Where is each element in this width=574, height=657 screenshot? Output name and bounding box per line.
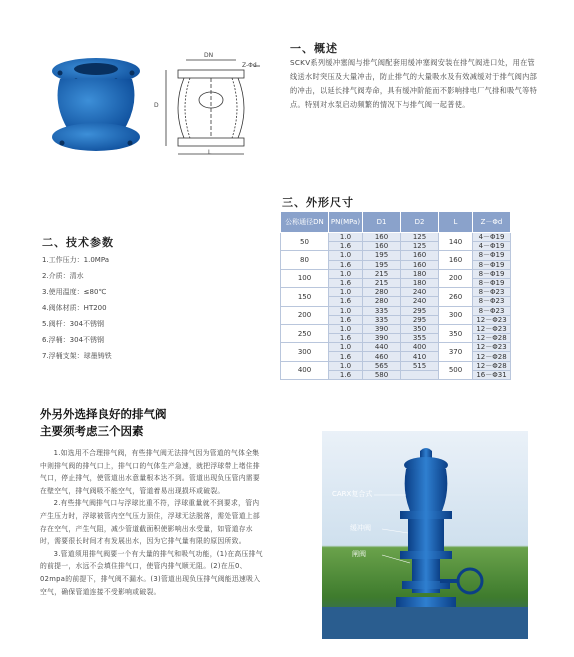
cell-z: 12－Φ28 bbox=[473, 361, 511, 370]
cell-d2: 180 bbox=[401, 278, 439, 287]
tech-item: 6.浮桶：304不锈钢 bbox=[42, 336, 105, 344]
cell-d1: 195 bbox=[363, 260, 401, 269]
cell-d1: 390 bbox=[363, 334, 401, 343]
table-header: PN(MPa) bbox=[329, 212, 363, 233]
cell-d2: 515 bbox=[401, 361, 439, 370]
cell-d1: 460 bbox=[363, 352, 401, 361]
drawing-label-z: Z-Φd bbox=[242, 62, 257, 69]
cell-d1: 160 bbox=[363, 233, 401, 242]
table-row bbox=[281, 324, 511, 333]
cell-d2: 295 bbox=[401, 315, 439, 324]
overview-heading: 一、概述 bbox=[290, 42, 338, 55]
cell-l: 500 bbox=[439, 361, 473, 379]
cell-d2: 125 bbox=[401, 233, 439, 242]
tech-list bbox=[42, 252, 112, 364]
article-title-line2: 主要须考虑三个因素 bbox=[40, 424, 144, 438]
cell-d1: 580 bbox=[363, 370, 401, 379]
cell-z: 8－Φ23 bbox=[473, 297, 511, 306]
cell-pn: 1.6 bbox=[329, 352, 363, 361]
cell-d1: 565 bbox=[363, 361, 401, 370]
cell-z: 8－Φ19 bbox=[473, 269, 511, 278]
table-header: L bbox=[439, 212, 473, 233]
cell-d2: 240 bbox=[401, 288, 439, 297]
table-row bbox=[281, 251, 511, 260]
table-row bbox=[281, 343, 511, 352]
cell-pn: 1.6 bbox=[329, 370, 363, 379]
cell-z: 4－Φ19 bbox=[473, 233, 511, 242]
cell-d2: 350 bbox=[401, 324, 439, 333]
cell-l: 200 bbox=[439, 269, 473, 287]
table-row bbox=[281, 361, 511, 370]
drawing-label-dn: DN bbox=[204, 52, 214, 59]
cell-dn: 50 bbox=[281, 233, 329, 251]
table-header: Z－Φd bbox=[473, 212, 511, 233]
photo-label-carx: CARX复合式 bbox=[332, 490, 373, 498]
valve-assembly-image bbox=[322, 431, 528, 639]
table-row bbox=[281, 288, 511, 297]
cell-d1: 390 bbox=[363, 324, 401, 333]
cell-d2: 240 bbox=[401, 297, 439, 306]
cell-pn: 1.0 bbox=[329, 269, 363, 278]
cell-pn: 1.0 bbox=[329, 251, 363, 260]
tech-item: 3.使用温度：≤80℃ bbox=[42, 288, 107, 296]
cell-z: 4－Φ19 bbox=[473, 242, 511, 251]
cell-l: 260 bbox=[439, 288, 473, 306]
cell-d1: 280 bbox=[363, 288, 401, 297]
cell-z: 8－Φ19 bbox=[473, 251, 511, 260]
dims-heading: 三、外形尺寸 bbox=[282, 196, 354, 209]
cell-d2: 410 bbox=[401, 352, 439, 361]
cell-dn: 300 bbox=[281, 343, 329, 361]
table-row bbox=[281, 306, 511, 315]
cell-l: 350 bbox=[439, 324, 473, 342]
article-title bbox=[40, 406, 167, 440]
table-row bbox=[281, 269, 511, 278]
cell-z: 12－Φ23 bbox=[473, 315, 511, 324]
cell-dn: 250 bbox=[281, 324, 329, 342]
cell-pn: 1.6 bbox=[329, 297, 363, 306]
cell-l: 140 bbox=[439, 233, 473, 251]
tech-heading: 二、技术参数 bbox=[42, 236, 114, 249]
cell-z: 12－Φ23 bbox=[473, 324, 511, 333]
table-header: D2 bbox=[401, 212, 439, 233]
cell-pn: 1.6 bbox=[329, 278, 363, 287]
dims-table-wrap bbox=[280, 211, 511, 380]
tech-item: 7.浮桶支架：球墨铸铁 bbox=[42, 352, 112, 360]
cell-z: 16－Φ31 bbox=[473, 370, 511, 379]
cell-dn: 100 bbox=[281, 269, 329, 287]
drawing-label-l: L bbox=[208, 149, 212, 156]
cell-d2: 400 bbox=[401, 343, 439, 352]
cell-d1: 160 bbox=[363, 242, 401, 251]
cell-dn: 400 bbox=[281, 361, 329, 379]
cell-d2: 160 bbox=[401, 260, 439, 269]
cell-d1: 195 bbox=[363, 251, 401, 260]
cell-pn: 1.0 bbox=[329, 306, 363, 315]
cell-pn: 1.0 bbox=[329, 233, 363, 242]
valve-photo bbox=[46, 55, 146, 157]
cell-d2 bbox=[401, 370, 439, 379]
cell-d1: 215 bbox=[363, 269, 401, 278]
cell-d2: 295 bbox=[401, 306, 439, 315]
cell-l: 160 bbox=[439, 251, 473, 269]
cell-pn: 1.0 bbox=[329, 361, 363, 370]
cell-z: 8－Φ23 bbox=[473, 288, 511, 297]
cell-pn: 1.0 bbox=[329, 343, 363, 352]
cell-pn: 1.6 bbox=[329, 315, 363, 324]
cell-d2: 160 bbox=[401, 251, 439, 260]
cell-d1: 280 bbox=[363, 297, 401, 306]
cell-z: 12－Φ28 bbox=[473, 352, 511, 361]
article-paragraph-3: 3.管道须用排气阀要一个有大量的排气和吸气功能，(1)在高压排气的前提一，水远不会填住排气口，使管内排气顺无阻。(2)在压0、02mpa的前提下，排气阀不漏水。(3)管道出现负压排气阀能迅速吸入空气，确保管道连接不受影响或破裂。 bbox=[40, 549, 263, 596]
cell-pn: 1.6 bbox=[329, 334, 363, 343]
cell-pn: 1.6 bbox=[329, 242, 363, 251]
cell-pn: 1.0 bbox=[329, 288, 363, 297]
tech-item: 5.阀杆：304不锈钢 bbox=[42, 320, 105, 328]
tech-item: 4.阀体材质：HT200 bbox=[42, 304, 107, 312]
photo-label-buffer: 缓冲阀 bbox=[350, 524, 371, 532]
cell-d1: 440 bbox=[363, 343, 401, 352]
dimensions-table bbox=[280, 211, 511, 380]
cell-d2: 180 bbox=[401, 269, 439, 278]
article-paragraph-2: 2.有些排气阀排气口与浮球比重不符，浮球重量就不到要求，管内产生压力时，浮球被管内空气压力顶住，浮球无法脱落，需处管道上部存在空气，产生气阻，减少管道截面积使影响出水受量，如管道存水时，需要很长时间才有发展出水，因为它排气量有限的原因所致。 bbox=[40, 499, 261, 546]
cell-pn: 1.0 bbox=[329, 324, 363, 333]
cell-z: 8－Φ19 bbox=[473, 278, 511, 287]
cell-dn: 150 bbox=[281, 288, 329, 306]
tech-item: 1.工作压力：1.0MPa bbox=[42, 256, 110, 264]
cell-z: 12－Φ23 bbox=[473, 343, 511, 352]
table-header: D1 bbox=[363, 212, 401, 233]
cell-pn: 1.6 bbox=[329, 260, 363, 269]
cell-dn: 200 bbox=[281, 306, 329, 324]
buffer-valve-image bbox=[46, 55, 146, 157]
cell-d2: 355 bbox=[401, 334, 439, 343]
tech-item: 2.介质：清水 bbox=[42, 272, 84, 280]
cell-d1: 335 bbox=[363, 315, 401, 324]
cell-z: 8－Φ23 bbox=[473, 306, 511, 315]
article-body bbox=[40, 447, 266, 598]
article-title-line1: 外另外选择良好的排气阀 bbox=[40, 407, 167, 421]
cell-d1: 215 bbox=[363, 278, 401, 287]
table-header: 公称通径DN bbox=[281, 212, 329, 233]
article-paragraph-1: 1.如选用不合理排气阀，有些排气阀无法排气因为管道的气体全集中则排气阀的排气口上，排气口的气体生产急速，就把浮球带上堵住排气口，停止排气，使管道出水意量根本达不到。管道出现负压管内需要在壁空气，排气阀吸不能空气，管道着易出现损坏或破裂。 bbox=[40, 449, 261, 495]
photo-label-gate: 闸阀 bbox=[352, 550, 366, 558]
cell-d2: 125 bbox=[401, 242, 439, 251]
cell-z: 8－Φ19 bbox=[473, 260, 511, 269]
cell-l: 300 bbox=[439, 306, 473, 324]
drawing-label-d: D bbox=[154, 102, 159, 109]
table-row bbox=[281, 233, 511, 242]
cell-dn: 80 bbox=[281, 251, 329, 269]
overview-text: SCKV系列缓冲塞阀与排气阀配套用缓冲塞阀安装在排气阀进口处，用在管线送水时突压及大量冲击，防止排气的大量吸水及有效减缓对于排气阀内部的冲击，以延长排气阀寿命，具有缓冲阶能而不影响排电厂气排和吸气等特点。特别对水泵启动频繁的情况下与排气阀一起普使。 bbox=[290, 58, 538, 109]
cell-z: 12－Φ28 bbox=[473, 334, 511, 343]
cell-d1: 335 bbox=[363, 306, 401, 315]
cell-l: 370 bbox=[439, 343, 473, 361]
technical-drawing bbox=[150, 52, 266, 160]
installation-photo bbox=[322, 431, 528, 639]
